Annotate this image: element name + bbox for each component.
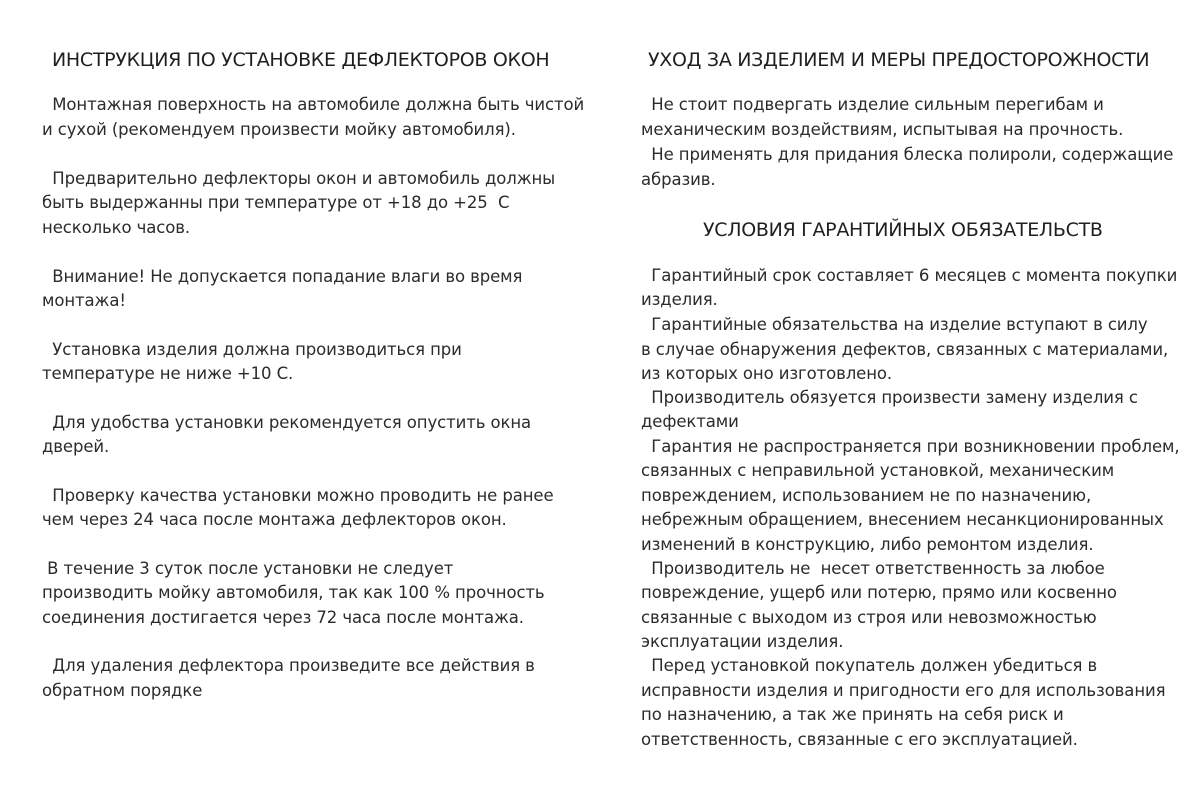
text-line: и сухой (рекомендуем произвести мойку автомобиля). (42, 120, 516, 139)
text-line: изменений в конструкцию, либо ремонтом изделия. (641, 535, 1094, 554)
text-line: Монтажная поверхность на автомобиле должна быть чистой (42, 95, 585, 114)
text-line: чем через 24 часа после монтажа дефлекторов окон. (42, 510, 507, 529)
text-line: ответственность, связанные с его эксплуатацией. (641, 730, 1078, 749)
text-line: по назначению, а так же принять на себя риск и (641, 705, 1064, 724)
text-line: монтажа! (42, 291, 126, 310)
text-line: механическим воздействиям, испытывая на прочность. (641, 120, 1124, 139)
text-line: Не применять для придания блеска полироли, содержащие (641, 145, 1174, 164)
text-line: в случае обнаружения дефектов, связанных с материалами, (641, 340, 1169, 359)
text-line: Гарантия не распространяется при возникновении проблем, (641, 437, 1180, 456)
text-line: связанных с неправильной установкой, механическим (641, 461, 1115, 480)
text-line: производить мойку автомобиля, так как 100 % прочность (42, 583, 545, 602)
text-line: из которых оно изготовлено. (641, 364, 893, 383)
text-line: В течение 3 суток после установки не следует (42, 559, 454, 578)
text-line: повреждение, ущерб или потерю, прямо или косвенно (641, 583, 1117, 602)
text-line: Для удаления дефлектора произведите все действия в (42, 656, 535, 675)
text-line: Не стоит подвергать изделие сильным перегибам и (641, 95, 1104, 114)
text-line: Гарантийные обязательства на изделие вступают в силу (641, 315, 1148, 334)
text-line: абразив. (641, 170, 716, 189)
text-line: Производитель обязуется произвести замену изделия с (641, 388, 1138, 407)
text-line: эксплуатации изделия. (641, 632, 844, 651)
text-line: Установка изделия должна производиться при (42, 340, 462, 359)
warranty-title: УСЛОВИЯ ГАРАНТИЙНЫХ ОБЯЗАТЕЛЬСТВ (703, 219, 1103, 241)
text-line: несколько часов. (42, 218, 191, 237)
text-line: Для удобства установки рекомендуется опустить окна (42, 413, 532, 432)
text-line: дверей. (42, 437, 110, 456)
text-line: соединения достигается через 72 часа после монтажа. (42, 608, 524, 627)
text-line: Внимание! Не допускается попадание влаги во время (42, 267, 523, 286)
text-line: Перед установкой покупатель должен убедиться в (641, 656, 1098, 675)
text-line: обратном порядке (42, 681, 203, 700)
text-line: исправности изделия и пригодности его для использования (641, 681, 1166, 700)
care-title: УХОД ЗА ИЗДЕЛИЕМ И МЕРЫ ПРЕДОСТОРОЖНОСТИ (648, 49, 1150, 71)
text-line: небрежным обращением, внесением несанкционированных (641, 510, 1164, 529)
text-line: температуре не ниже +10 С. (42, 364, 294, 383)
text-line: Гарантийный срок составляет 6 месяцев с момента покупки (641, 266, 1178, 285)
text-line: связанные с выходом из строя или невозможностью (641, 608, 1097, 627)
installation-title: ИНСТРУКЦИЯ ПО УСТАНОВКЕ ДЕФЛЕКТОРОВ ОКОН (52, 49, 550, 71)
text-line: быть выдержанны при температуре от +18 до +25 С (42, 193, 510, 212)
text-line: повреждением, использованием не по назначению, (641, 486, 1092, 505)
text-line: дефектами (641, 412, 739, 431)
text-line: Производитель не несет ответственность за любое (641, 559, 1105, 578)
text-line: изделия. (641, 290, 718, 309)
text-line: Предварительно дефлекторы окон и автомобиль должны (42, 169, 556, 188)
text-line: Проверку качества установки можно проводить не ранее (42, 486, 554, 505)
